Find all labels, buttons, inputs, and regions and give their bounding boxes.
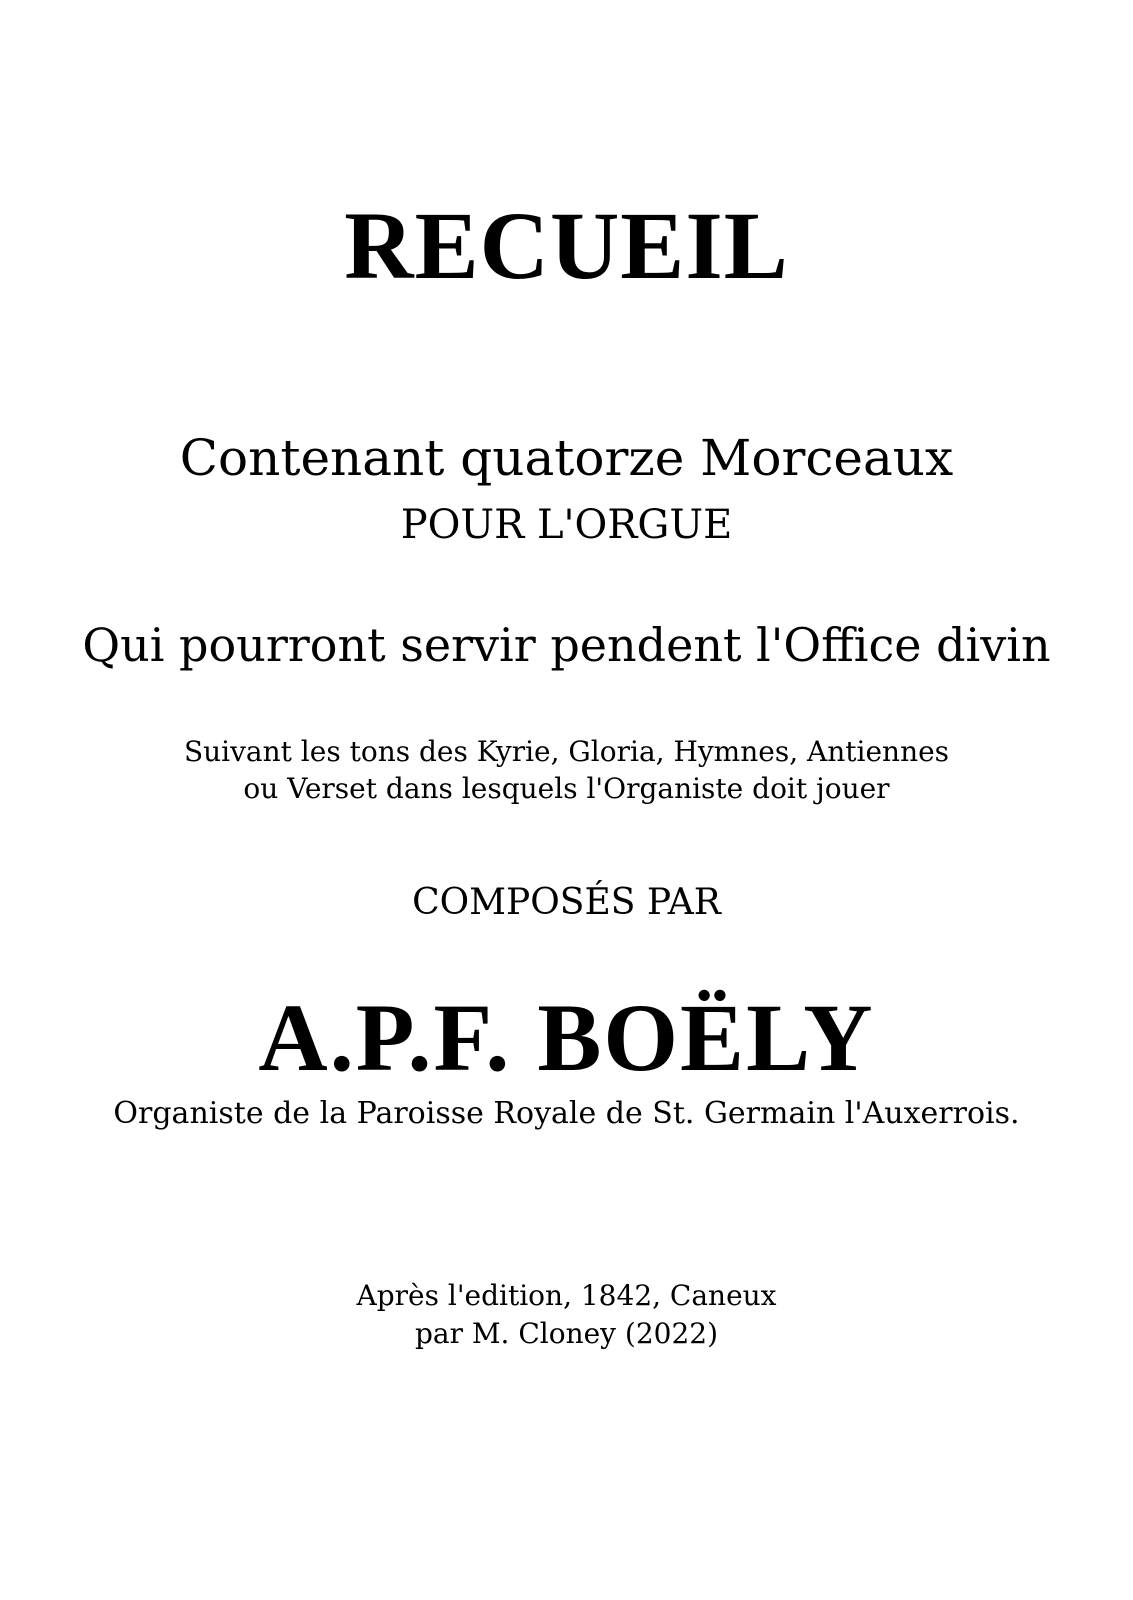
composer-name: A.P.F. BOËLY	[258, 984, 875, 1091]
subtitle-instrument: POUR L'ORGUE	[400, 502, 733, 548]
edition-source: Après l'edition, 1842, Caneux	[356, 1279, 777, 1312]
description-line-1: Suivant les tons des Kyrie, Gloria, Hymnes, Antiennes	[183, 735, 950, 768]
description-line-2: ou Verset dans lesquels l'Organiste doit jouer	[243, 772, 890, 805]
edition-editor: par M. Cloney (2022)	[414, 1317, 719, 1350]
composer-role: Organiste de la Paroisse Royale de St. Germain l'Auxerrois.	[113, 1096, 1020, 1131]
subtitle-contents: Contenant quatorze Morceaux	[179, 429, 954, 487]
composed-by-label: COMPOSÉS PAR	[412, 882, 721, 923]
subtitle-purpose: Qui pourront servir pendent l'Office divin	[82, 618, 1051, 672]
page-title: RECUEIL	[344, 192, 789, 299]
